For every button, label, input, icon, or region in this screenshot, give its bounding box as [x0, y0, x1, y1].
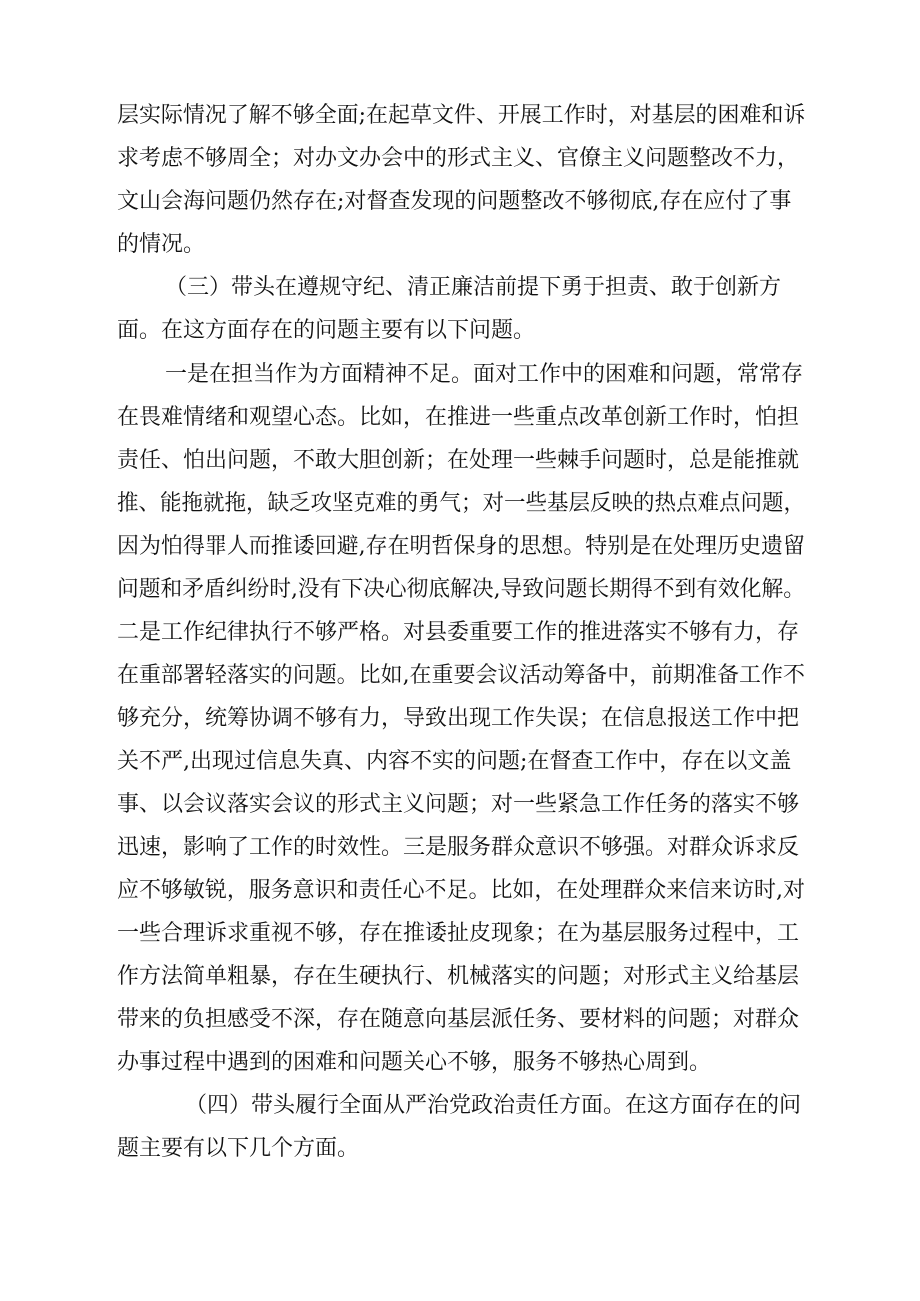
text-line: 题主要有以下几个方面。: [117, 1136, 360, 1161]
text-line: 文山会海问题仍然存在;对督查发现的问题整改不够彻底,存在应付了事: [117, 189, 792, 214]
text-line: 一是在担当作为方面精神不足。面对工作中的困难和问题，常常存: [165, 362, 804, 387]
text-line: 推、能拖就拖，缺乏攻坚克难的勇气；对一些基层反映的热点难点问题，: [117, 491, 806, 516]
section-heading: （三）带头在遵规守纪、清正廉洁前提下勇于担责、敢于创新方: [165, 275, 782, 300]
text-line: 问题和矛盾纠纷时,没有下决心彻底解决,导致问题长期得不到有效化解。: [117, 577, 805, 602]
text-line: 应不够敏锐，服务意识和责任心不足。比如，在处理群众来信来访时,对: [117, 878, 805, 903]
section-heading: （四）带头履行全面从严治党政治责任方面。在这方面存在的问: [185, 1093, 802, 1118]
text-line: 办事过程中遇到的困难和问题关心不够，服务不够热心周到。: [117, 1050, 712, 1075]
text-line: 面。在这方面存在的问题主要有以下问题。: [117, 318, 536, 343]
text-line: 够充分，统筹协调不够有力，导致出现工作失误；在信息报送工作中把: [117, 706, 800, 731]
text-line: 一些合理诉求重视不够，存在推诿扯皮现象；在为基层服务过程中，工: [117, 921, 800, 946]
text-line: 的情况。: [117, 232, 206, 257]
text-line: 层实际情况了解不够全面;在起草文件、开展工作时，对基层的困难和诉: [117, 103, 806, 128]
text-line: 责任、怕出问题，不敢大胆创新；在处理一些棘手问题时，总是能推就: [117, 448, 800, 473]
text-line: 二是工作纪律执行不够严格。对县委重要工作的推进落实不够有力，存: [117, 620, 800, 645]
text-line: 求考虑不够周全；对办文办会中的形式主义、官僚主义问题整改不力，: [117, 146, 800, 171]
text-line: 迅速，影响了工作的时效性。三是服务群众意识不够强。对群众诉求反: [117, 835, 800, 860]
text-line: 作方法简单粗暴，存在生硬执行、机械落实的问题；对形式主义给基层: [117, 964, 800, 989]
text-line: 带来的负担感受不深，存在随意向基层派任务、要材料的问题；对群众: [117, 1007, 800, 1032]
text-line: 关不严,出现过信息失真、内容不实的问题;在督查工作中，存在以文盖: [117, 749, 792, 774]
text-line: 在畏难情绪和观望心态。比如，在推进一些重点改革创新工作时，怕担: [117, 405, 800, 430]
text-line: 事、以会议落实会议的形式主义问题；对一些紧急工作任务的落实不够: [117, 792, 800, 817]
text-line: 因为怕得罪人而推诿回避,存在明哲保身的思想。特别是在处理历史遗留: [117, 534, 805, 559]
text-line: 在重部署轻落实的问题。比如,在重要会议活动筹备中，前期准备工作不: [117, 663, 805, 688]
